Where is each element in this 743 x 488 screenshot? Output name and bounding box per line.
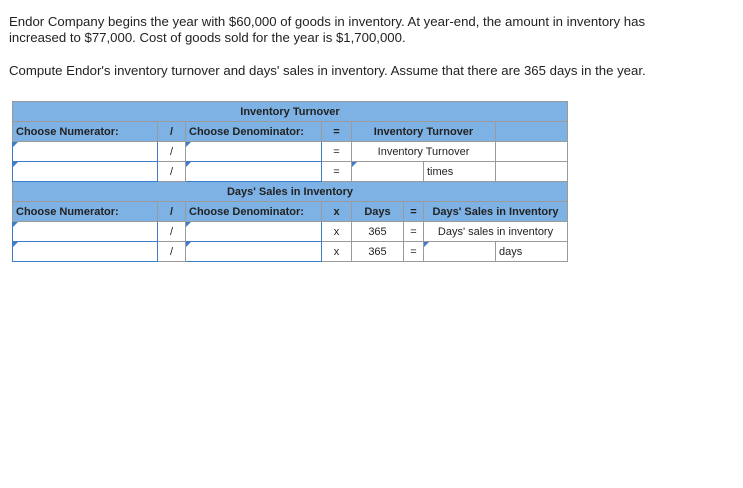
turnover-denominator-cell (186, 142, 322, 162)
turnover-denominator-label: Choose Denominator: (186, 122, 322, 142)
dsi-numerator-label: Choose Numerator: (13, 202, 158, 222)
divide-sign: / (158, 202, 186, 222)
turnover-row-1 (13, 142, 568, 162)
equals-sign: = (404, 242, 424, 262)
turnover-numerator-input-2[interactable] (13, 162, 157, 181)
dsi-denominator-cell (186, 222, 322, 242)
divide-sign: / (158, 242, 186, 262)
equals-sign: = (404, 202, 424, 222)
divide-sign: / (158, 162, 186, 182)
dsi-header-row (13, 202, 568, 222)
turnover-unit-label: times (424, 162, 496, 182)
question-text (9, 14, 729, 46)
turnover-numerator-input-1[interactable] (13, 142, 157, 161)
turnover-header-row (13, 122, 568, 142)
dsi-numerator-input-2[interactable] (13, 242, 157, 261)
equals-sign: = (322, 122, 352, 142)
dsi-numerator-cell (13, 242, 158, 262)
multiply-sign: x (322, 242, 352, 262)
days-header: Days (352, 202, 404, 222)
dsi-unit-label: days (496, 242, 568, 262)
turnover-title-row (13, 102, 568, 122)
dsi-denominator-label: Choose Denominator: (186, 202, 322, 222)
turnover-title: Inventory Turnover (13, 102, 568, 122)
turnover-result-input[interactable] (352, 162, 423, 181)
turnover-denominator-input-1[interactable] (186, 142, 321, 161)
turnover-result-header: Inventory Turnover (352, 122, 496, 142)
multiply-sign: x (322, 202, 352, 222)
equals-sign: = (404, 222, 424, 242)
multiply-sign: x (322, 222, 352, 242)
days-value: 365 (352, 222, 404, 242)
turnover-numerator-cell (13, 162, 158, 182)
dsi-result-cell (424, 242, 496, 262)
divide-sign: / (158, 142, 186, 162)
turnover-row-2 (13, 162, 568, 182)
dsi-row1-result-label: Days' sales in inventory (424, 222, 568, 242)
calculation-table (12, 101, 568, 262)
dsi-denominator-input-1[interactable] (186, 222, 321, 241)
question-instruction: Compute Endor's inventory turnover and days' sales in inventory. Assume that there are 365 days in the year. (9, 63, 646, 78)
equals-sign: = (322, 142, 352, 162)
turnover-numerator-label: Choose Numerator: (13, 122, 158, 142)
divide-sign: / (158, 122, 186, 142)
question-line-2: increased to $77,000. Cost of goods sold for the year is $1,700,000. (9, 30, 406, 45)
turnover-header-empty (496, 122, 568, 142)
question-line-1: Endor Company begins the year with $60,000 of goods in inventory. At year-end, the amount in inventory has (9, 14, 646, 29)
days-value: 365 (352, 242, 404, 262)
dsi-result-header: Days' Sales in Inventory (424, 202, 568, 222)
dsi-title-row (13, 182, 568, 202)
dsi-result-input[interactable] (424, 242, 495, 261)
turnover-row1-result-label: Inventory Turnover (352, 142, 496, 162)
divide-sign: / (158, 222, 186, 242)
turnover-row1-empty (496, 142, 568, 162)
turnover-row2-empty (496, 162, 568, 182)
dsi-denominator-input-2[interactable] (186, 242, 321, 261)
dsi-numerator-input-1[interactable] (13, 222, 157, 241)
equals-sign: = (322, 162, 352, 182)
dsi-numerator-cell (13, 222, 158, 242)
turnover-denominator-cell (186, 162, 322, 182)
dsi-title: Days' Sales in Inventory (13, 182, 568, 202)
turnover-result-cell (352, 162, 424, 182)
turnover-numerator-cell (13, 142, 158, 162)
turnover-denominator-input-2[interactable] (186, 162, 321, 181)
dsi-denominator-cell (186, 242, 322, 262)
dsi-row-1 (13, 222, 568, 242)
dsi-row-2 (13, 242, 568, 262)
